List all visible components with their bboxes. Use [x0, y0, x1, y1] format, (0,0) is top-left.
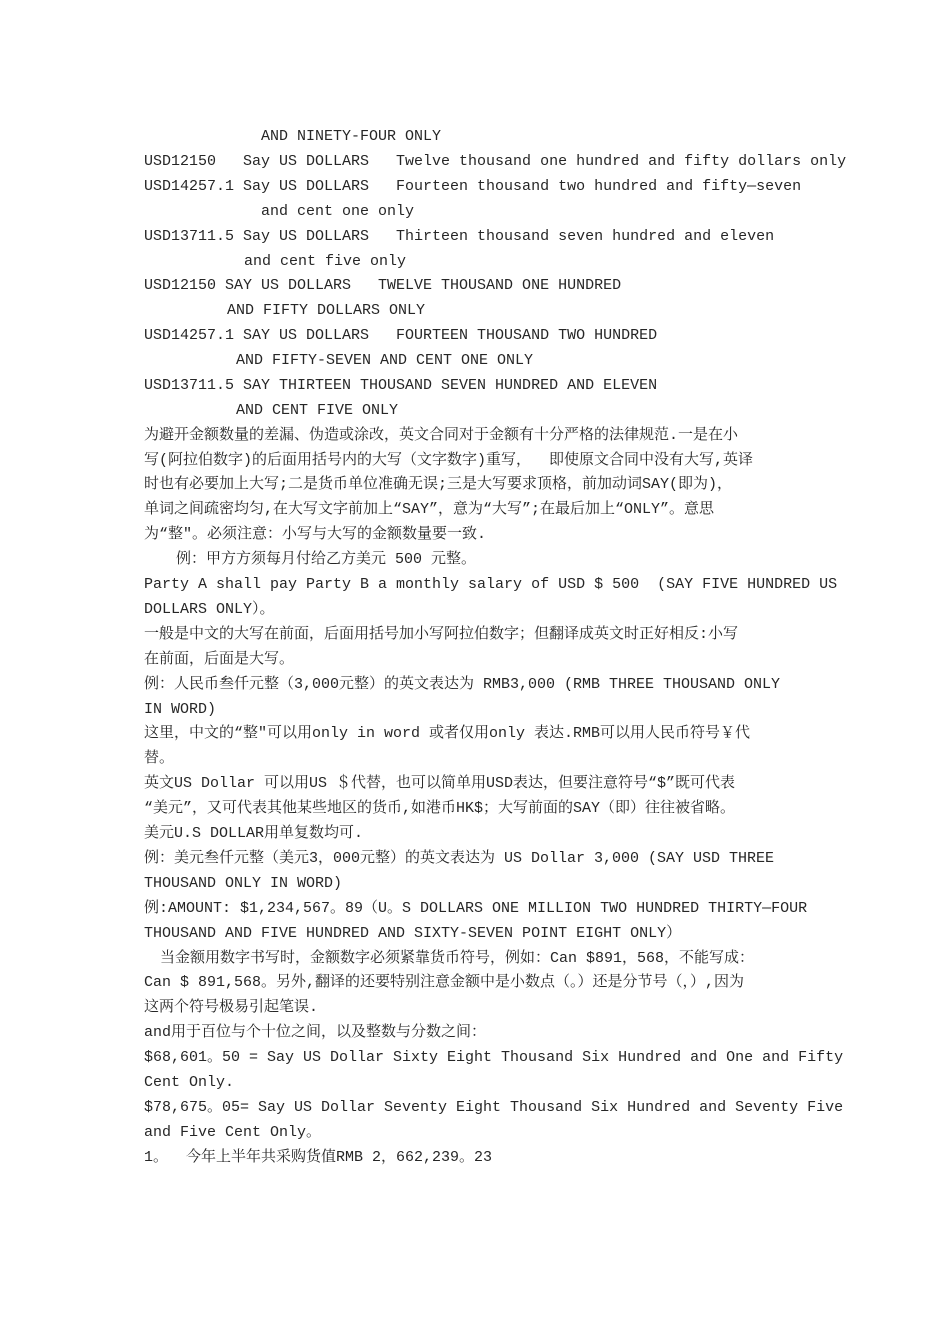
text-line: 例：人民币叁仟元整（3,000元整）的英文表达为 RMB3,000 (RMB THREE THOUSAND ONLY — [144, 676, 781, 693]
text-line: Party A shall pay Party B a monthly salary of USD $ 500 (SAY FIVE HUNDRED US — [144, 576, 838, 593]
text-line: USD12150 SAY US DOLLARS TWELVE THOUSAND ONE HUNDRED — [144, 277, 622, 294]
text-line: and cent five only — [244, 253, 407, 270]
text-line: $68,601。50 = Say US Dollar Sixty Eight Thousand Six Hundred and One and Fifty — [144, 1049, 844, 1066]
text-line: Can $ 891,568。另外,翻译的还要特别注意金额中是小数点（。）还是分节号（，）,因为 — [144, 974, 745, 991]
text-line: AND FIFTY DOLLARS ONLY — [227, 302, 426, 319]
text-line: 例:AMOUNT: $1,234,567。89（U。S DOLLARS ONE MILLION TWO HUNDRED THIRTY—FOUR — [144, 900, 808, 917]
text-line: Cent Only. — [144, 1074, 235, 1091]
text-line: USD12150 Say US DOLLARS Twelve thousand one hundred and fifty dollars only — [144, 153, 847, 170]
text-line: AND NINETY-FOUR ONLY — [261, 128, 442, 145]
text-line: DOLLARS ONLY）。 — [144, 601, 275, 618]
text-line: 为“整"。必须注意：小写与大写的金额数量要一致. — [144, 526, 487, 543]
text-line: 单词之间疏密均匀,在大写文字前加上“SAY”，意为“大写”;在最后加上“ONLY”。意思 — [144, 501, 715, 518]
text-line: USD14257.1 SAY US DOLLARS FOURTEEN THOUSAND TWO HUNDRED — [144, 327, 658, 344]
text-line: AND FIFTY-SEVEN AND CENT ONE ONLY — [236, 352, 534, 369]
text-line: THOUSAND ONLY IN WORD) — [144, 875, 343, 892]
text-line: 1。 今年上半年共采购货值RMB 2，662,239。23 — [144, 1149, 493, 1166]
text-line: AND CENT FIVE ONLY — [236, 402, 399, 419]
example-line: 例：甲方方须每月付给乙方美元 500 元整。 — [176, 551, 477, 568]
text-line: 美元U.S DOLLAR用单复数均可. — [144, 825, 364, 842]
text-line: IN WORD) — [144, 701, 217, 718]
text-line: and用于百位与个十位之间，以及整数与分数之间： — [144, 1024, 487, 1041]
text-line: 英文US Dollar 可以用US ＄代替，也可以简单用USD表达，但要注意符号“$”既可代表 — [144, 775, 736, 792]
text-line: USD13711.5 SAY THIRTEEN THOUSAND SEVEN HUNDRED AND ELEVEN — [144, 377, 658, 394]
text-line: 写(阿拉伯数字)的后面用括号内的大写（文字数字)重写， 即使原文合同中没有大写,英译 — [144, 452, 754, 469]
text-line: and Five Cent Only。 — [144, 1124, 322, 1141]
text-line: 在前面，后面是大写。 — [144, 651, 295, 668]
text-line: USD14257.1 Say US DOLLARS Fourteen thousand two hundred and fifty—seven — [144, 178, 802, 195]
text-line: 例：美元叁仟元整（美元3，000元整）的英文表达为 US Dollar 3,000 (SAY USD THREE — [144, 850, 775, 867]
text-line: 为避开金额数量的差漏、伪造或涂改，英文合同对于金额有十分严格的法律规范.一是在小 — [144, 427, 739, 444]
text-line: 当金额用数字书写时，金额数字必须紧靠货币符号，例如：Can $891，568，不能写成： — [160, 950, 755, 967]
text-line: USD13711.5 Say US DOLLARS Thirteen thousand seven hundred and eleven — [144, 228, 775, 245]
text-line: 一般是中文的大写在前面，后面用括号加小写阿拉伯数字；但翻译成英文时正好相反:小写 — [144, 626, 739, 643]
text-line: $78,675。05= Say US Dollar Seventy Eight Thousand Six Hundred and Seventy Five — [144, 1099, 844, 1116]
text-line: 这两个符号极易引起笔误. — [144, 999, 319, 1016]
text-line: and cent one only — [261, 203, 415, 220]
text-line: 替。 — [144, 750, 175, 767]
text-line: 时也有必要加上大写;二是货币单位准确无误;三是大写要求顶格，前加动词SAY(即为)， — [144, 476, 733, 493]
text-line: THOUSAND AND FIVE HUNDRED AND SIXTY-SEVEN POINT EIGHT ONLY） — [144, 925, 682, 942]
text-line: “美元”，又可代表其他某些地区的货币,如港币HK$；大写前面的SAY（即）往往被省略。 — [144, 800, 736, 817]
text-line: 这里，中文的“整"可以用only in word 或者仅用only 表达.RMB可以用人民币符号￥代 — [144, 725, 751, 742]
